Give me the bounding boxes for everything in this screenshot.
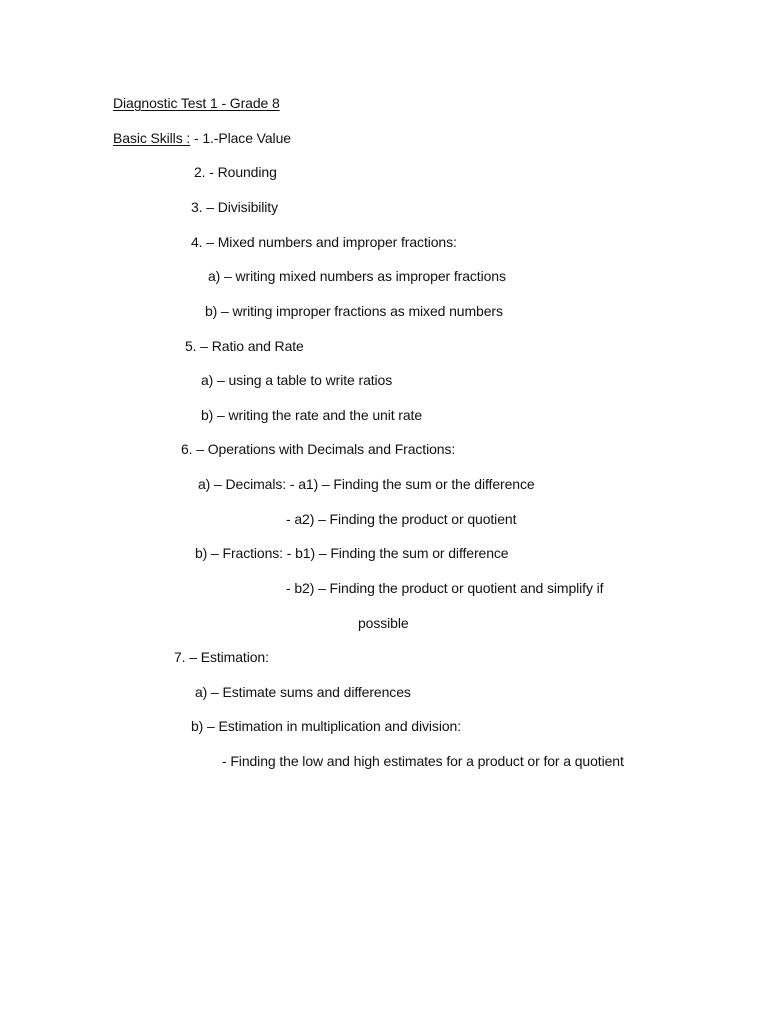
- subskill-estimate-sums: a) – Estimate sums and differences: [195, 684, 411, 700]
- subskill-unit-rate: b) – writing the rate and the unit rate: [201, 407, 423, 423]
- subskill-fractions-product-cont: possible: [358, 615, 409, 631]
- skill-estimation: 7. – Estimation:: [174, 649, 269, 665]
- basic-skills-label: Basic Skills :: [113, 130, 191, 146]
- basic-skills-item-place-value: - 1.-Place Value: [190, 130, 291, 146]
- subskill-fractions-sum: b) – Fractions: - b1) – Finding the sum or difference: [195, 545, 509, 561]
- skill-operations: 6. – Operations with Decimals and Fractions:: [181, 441, 456, 457]
- subskill-improper-to-mixed: b) – writing improper fractions as mixed numbers: [205, 303, 503, 319]
- skill-mixed-numbers: 4. – Mixed numbers and improper fractions:: [191, 234, 457, 250]
- subskill-table-ratios: a) – using a table to write ratios: [201, 372, 393, 388]
- subskill-estimate-multiplication: b) – Estimation in multiplication and division:: [191, 718, 461, 734]
- subskill-mixed-to-improper: a) – writing mixed numbers as improper fractions: [208, 268, 506, 284]
- document-title: Diagnostic Test 1 - Grade 8: [113, 95, 280, 111]
- subskill-decimals-product: - a2) – Finding the product or quotient: [286, 511, 517, 527]
- subskill-low-high-estimates: - Finding the low and high estimates for a product or for a quotient: [222, 753, 624, 769]
- subskill-fractions-product: - b2) – Finding the product or quotient and simplify if: [286, 580, 604, 596]
- skill-rounding: 2. - Rounding: [194, 164, 277, 180]
- skill-ratio-rate: 5. – Ratio and Rate: [185, 338, 304, 354]
- subskill-decimals-sum: a) – Decimals: - a1) – Finding the sum or the difference: [198, 476, 535, 492]
- skill-divisibility: 3. – Divisibility: [191, 199, 278, 215]
- basic-skills-line: [113, 129, 291, 147]
